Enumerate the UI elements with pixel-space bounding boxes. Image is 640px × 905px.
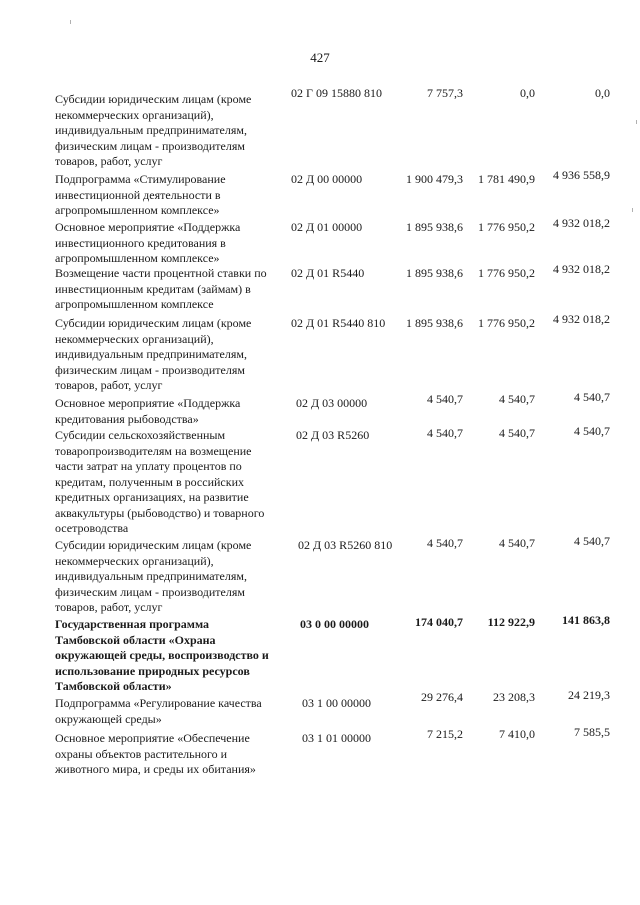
row-name: Подпрограмма «Регулирование качества окружающей среды» (55, 696, 262, 726)
row-code: 03 0 00 00000 (300, 617, 369, 631)
row-value-1: 174 040,7 (415, 615, 463, 629)
row-value-2: 112 922,9 (487, 615, 535, 629)
row-value-2: 23 208,3 (493, 690, 535, 704)
row-value-1: 1 900 479,3 (406, 172, 463, 186)
row-value-3: 4 540,7 (574, 424, 610, 438)
row-code: 02 Д 03 R5260 (296, 428, 370, 442)
row-name: Государственная программа Тамбовской области «Охрана окружающей среды, воспроизводство и использование природных ресурсов Тамбовской области» (55, 617, 269, 693)
row-name: Основное мероприятие «Поддержка кредитования рыбоводства» (55, 396, 241, 426)
row-value-2: 1 781 490,9 (478, 172, 535, 186)
row-name: Субсидии юридическим лицам (кроме некоммерческих организаций), индивидуальным предпринимателям, физическим лицам - производителям товаров, работ, услуг (55, 316, 252, 392)
row-value-1: 4 540,7 (427, 426, 463, 440)
row-name: Подпрограмма «Стимулирование инвестиционной деятельности в агропромышленном комплексе» (55, 172, 226, 217)
row-code: 03 1 01 00000 (302, 731, 371, 745)
row-value-2: 4 540,7 (499, 392, 535, 406)
row-value-1: 1 895 938,6 (406, 266, 463, 280)
row-value-3: 4 540,7 (574, 390, 610, 404)
row-value-3: 24 219,3 (568, 688, 610, 702)
row-code: 02 Д 01 R5440 810 (291, 316, 386, 330)
row-value-1: 4 540,7 (427, 392, 463, 406)
row-code: 02 Д 03 00000 (296, 396, 368, 410)
scan-mark (636, 120, 637, 124)
row-value-3: 4 540,7 (574, 534, 610, 548)
row-value-2: 1 776 950,2 (478, 316, 535, 330)
row-name: Субсидии сельскохозяйственным товаропроизводителям на возмещение части затрат на уплату процентов по кредитам, полученным в российских кредитных организациях, на развитие аквакультуры (рыбоводство) и товарного осетроводства (55, 428, 265, 535)
row-name: Субсидии юридическим лицам (кроме некоммерческих организаций), индивидуальным предпринимателям, физическим лицам - производителям товаров, работ, услуг (55, 538, 252, 614)
row-value-2: 1 776 950,2 (478, 220, 535, 234)
row-value-3: 4 932 018,2 (553, 262, 610, 276)
row-value-1: 1 895 938,6 (406, 220, 463, 234)
row-code: 02 Д 03 R5260 810 (298, 538, 393, 552)
row-code: 02 Д 01 00000 (291, 220, 363, 234)
row-code: 02 Г 09 15880 810 (291, 86, 382, 100)
row-value-1: 1 895 938,6 (406, 316, 463, 330)
row-value-1: 7 215,2 (427, 727, 463, 741)
row-value-3: 0,0 (595, 86, 610, 100)
row-value-3: 4 932 018,2 (553, 312, 610, 326)
row-code: 03 1 00 00000 (302, 696, 371, 710)
row-value-2: 7 410,0 (499, 727, 535, 741)
scan-mark (70, 20, 71, 24)
row-value-3: 7 585,5 (574, 725, 610, 739)
row-code: 02 Д 00 00000 (291, 172, 363, 186)
row-value-2: 0,0 (520, 86, 535, 100)
row-value-1: 4 540,7 (427, 536, 463, 550)
row-name: Основное мероприятие «Обеспечение охраны объектов растительного и животного мира, и среды их обитания» (55, 731, 256, 776)
row-value-1: 7 757,3 (427, 86, 463, 100)
page-number: 427 (310, 50, 330, 65)
row-value-3: 4 936 558,9 (553, 168, 610, 182)
row-name: Возмещение части процентной ставки по инвестиционным кредитам (займам) в агропромышленном комплексе (55, 266, 267, 311)
row-value-2: 1 776 950,2 (478, 266, 535, 280)
row-value-1: 29 276,4 (421, 690, 463, 704)
row-value-2: 4 540,7 (499, 426, 535, 440)
row-value-3: 141 863,8 (562, 613, 610, 627)
row-value-2: 4 540,7 (499, 536, 535, 550)
row-name: Основное мероприятие «Поддержка инвестиционного кредитования в агропромышленном комплексе» (55, 220, 241, 265)
row-value-3: 4 932 018,2 (553, 216, 610, 230)
scan-mark (632, 208, 633, 212)
row-code: 02 Д 01 R5440 (291, 266, 365, 280)
row-name: Субсидии юридическим лицам (кроме некоммерческих организаций), индивидуальным предпринимателям, физическим лицам - производителям товаров, работ, услуг (55, 92, 252, 168)
